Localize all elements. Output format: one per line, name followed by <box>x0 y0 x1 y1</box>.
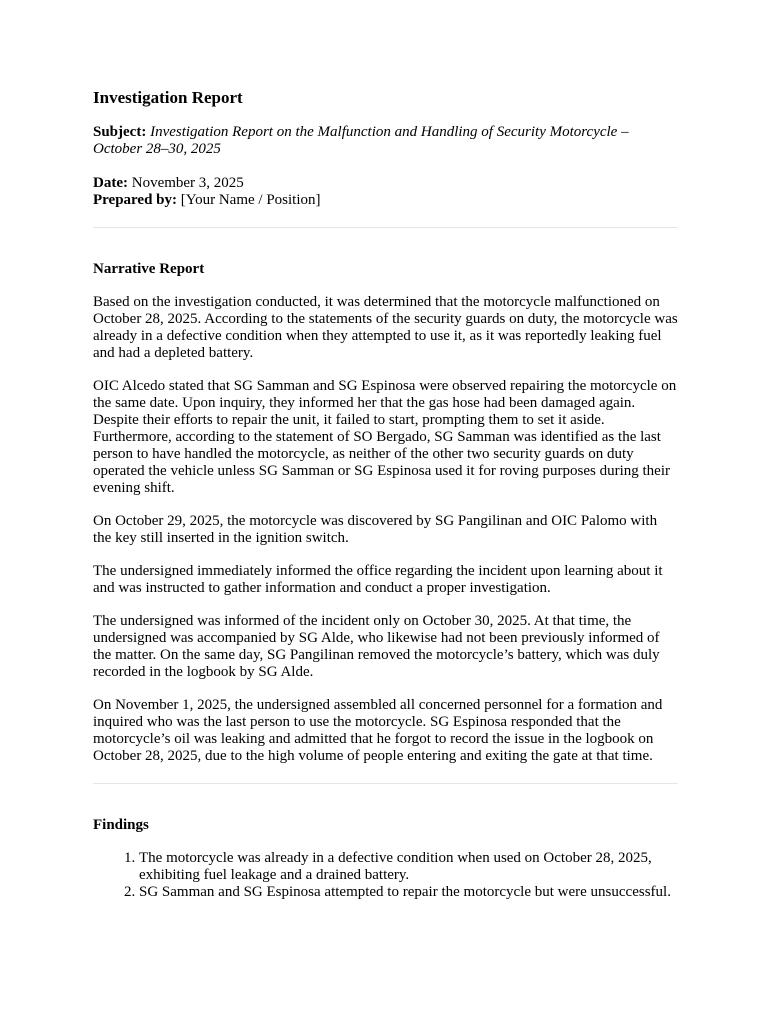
narrative-paragraph: On October 29, 2025, the motorcycle was discovered by SG Pangilinan and OIC Palomo with the key still inserted in the ignition switch. <box>93 513 658 546</box>
report-body <box>93 88 678 901</box>
subject-label: Subject: <box>93 124 147 140</box>
subject-line <box>93 124 678 158</box>
findings-heading: Findings <box>93 817 149 833</box>
narrative-paragraph: On November 1, 2025, the undersigned assembled all concerned personnel for a formation and inquired who was the last person to use the motorcycle. SG Espinosa responded that the motorcycle’s oil was leaking and admitted that he forgot to record the issue in the logbook on October 28, 2025, due to the high volume of people entering and exiting the gate at that time. <box>93 697 663 764</box>
findings-list <box>93 850 678 901</box>
prepared-by-label: Prepared by: <box>93 192 178 208</box>
date-value: November 3, 2025 <box>127 175 244 191</box>
narrative-paragraph: Based on the investigation conducted, it was determined that the motorcycle malfunctioned on October 28, 2025. According to the statements of the security guards on duty, the motorcycle was already in a defective condition when they attempted to use it, as it was reportedly leaking fuel and had a depleted battery. <box>93 294 678 361</box>
section-divider <box>93 227 678 228</box>
narrative-heading: Narrative Report <box>93 261 205 277</box>
narrative-paragraph: OIC Alcedo stated that SG Samman and SG Espinosa were observed repairing the motorcycle on the same date. Upon inquiry, they informed her that the gas hose had been damaged again. Despite their efforts to repair the unit, it failed to start, prompting them to set it aside. Furthermore, according to the statement of SO Bergado, SG Samman was identified as the last person to have handled the motorcycle, as neither of the other two security guards on duty operated the vehicle unless SG Samman or SG Espinosa used it for roving purposes during their evening shift. <box>93 378 677 496</box>
finding-item: 1. The motorcycle was already in a defective condition when used on October 28, 2025, exhibiting fuel leakage and a drained battery. <box>139 850 678 884</box>
date-label: Date: <box>93 175 128 191</box>
prepared-by-line <box>93 192 678 209</box>
section-divider <box>93 783 678 784</box>
narrative-paragraph: The undersigned was informed of the incident only on October 30, 2025. At that time, the undersigned was accompanied by SG Alde, who likewise had not been previously informed of the matter. On the same day, SG Pangilinan removed the motorcycle’s battery, which was duly recorded in the logbook by SG Alde. <box>93 613 660 680</box>
prepared-by-value: [Your Name / Position] <box>177 192 321 208</box>
report-title: Investigation Report <box>93 88 243 107</box>
narrative-paragraph: The undersigned immediately informed the office regarding the incident upon learning about it and was instructed to gather information and conduct a proper investigation. <box>93 563 663 596</box>
date-line <box>93 175 678 192</box>
finding-item: 2. SG Samman and SG Espinosa attempted to repair the motorcycle but were unsuccessful. <box>139 884 678 901</box>
subject-text: Investigation Report on the Malfunction and Handling of Security Motorcycle – October 28–30, 2025 <box>93 124 629 157</box>
